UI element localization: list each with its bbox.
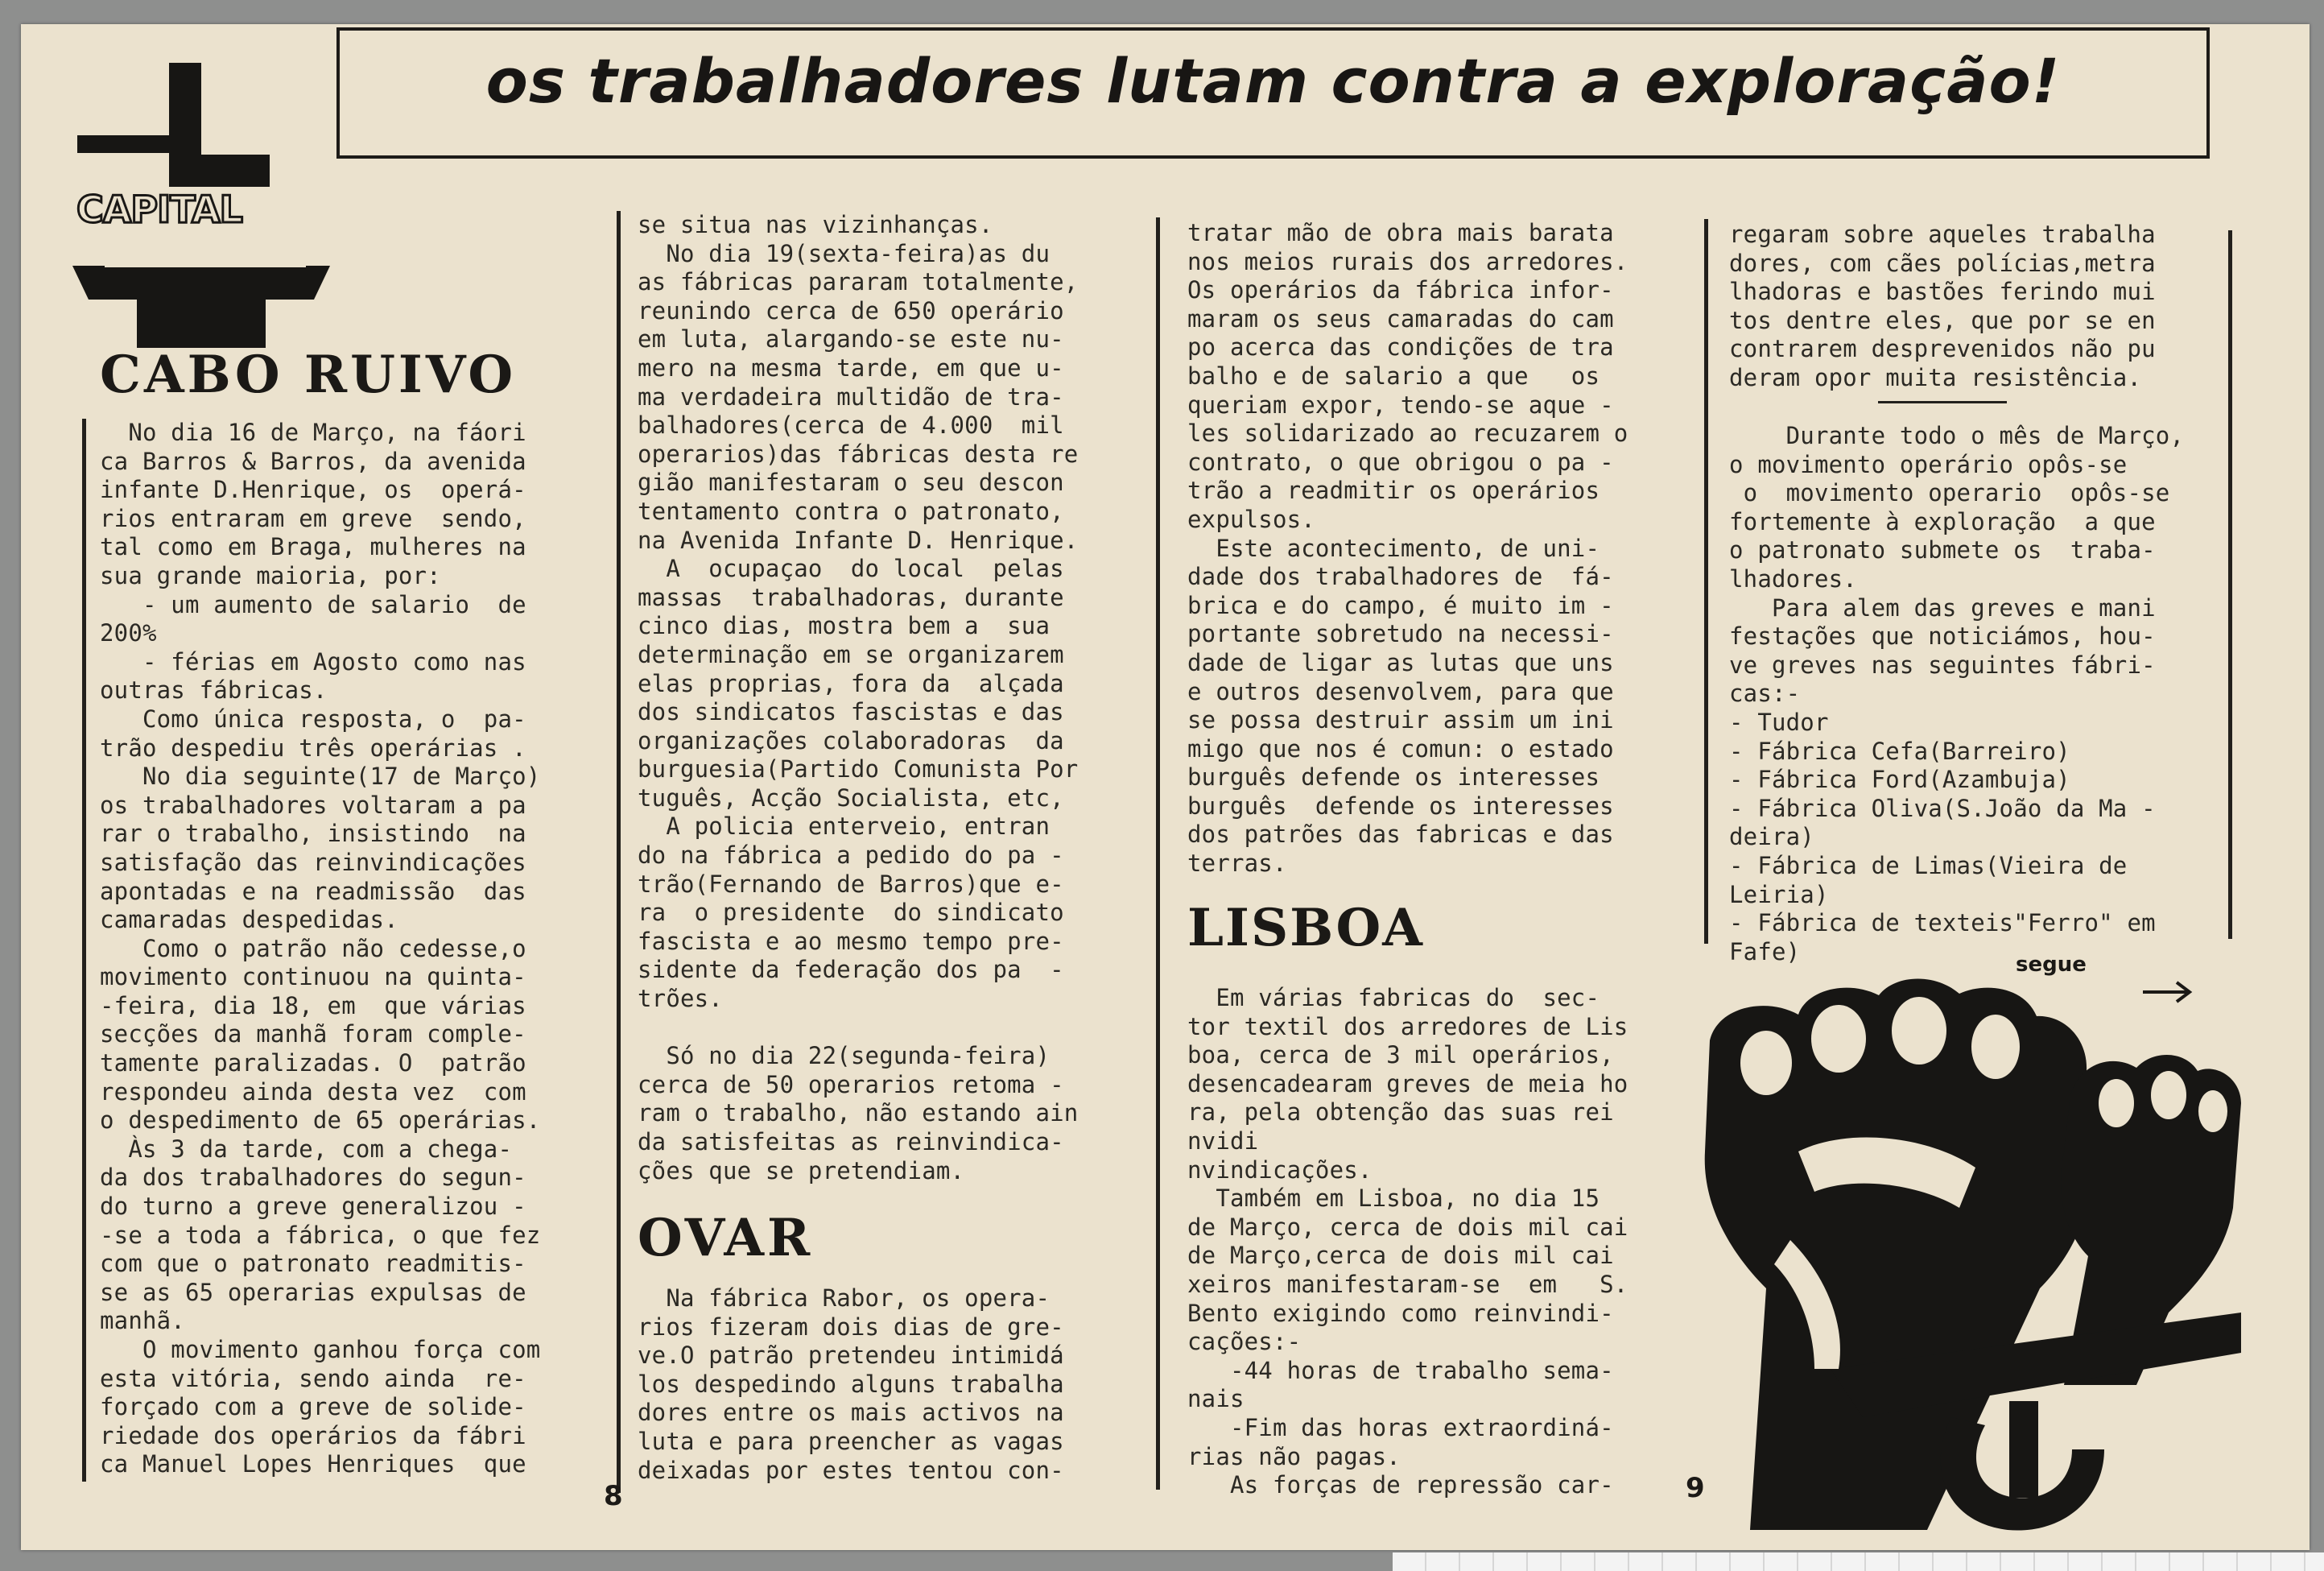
raised-fists-icon xyxy=(1686,966,2254,1540)
column-rule-3 xyxy=(1156,217,1160,1490)
column-rule-4 xyxy=(1704,219,1708,944)
column-rule-2 xyxy=(617,211,621,1493)
cabo-ruivo-text: No dia 16 de Março, na fáori ca Barros & Barros, da avenida infante D.Henrique, os operá- rios entraram em greve sendo, tal como em Braga, mulheres na sua grande maioria, por: - um aumento de salario de 200% - férias em Agosto como nas outras fábricas. Como única resposta, o pa- trão despediu três operárias . No dia seguinte(17 de Março) os trabalhadores voltaram a pa rar o trabalho, insistindo na satisfação das reinvindicações apontadas e na readmissão das camaradas despedidas. Como o patrão não cedesse,o movimento continuou na quinta- -feira, dia 18, em que várias secções da manhã foram comple- tamente paralizadas. O patrão respondeu ainda desta vez com o despedimento de 65 operárias. Às 3 da tarde, com a chega- da dos trabalhadores do segun- do turno a greve generalizou - -se a toda a fábrica, o que fez com que o patronato readmitis- se as 65 operarias expulsas de manhã. O movimento ganhou força com esta vitória, sendo ainda re- forçado com a greve de solide- riedade dos operários da fábri ca Manuel Lopes Henriques que xyxy=(100,419,541,1478)
segue-label: segue xyxy=(2016,953,2087,977)
column-four-text-2: Durante todo o mês de Março, o movimento operário opôs-se o movimento operario opôs-se fortemente à exploração a que o patronato submete os traba- lhadores. Para alem das greves e mani festações que noticiámos, hou- ve greves nas seguintes fábri- cas:- - Tudor - Fábrica Cefa(Barreiro) - Fábrica Ford(Azambuja) - Fábrica Oliva(S.João da Ma - deira) - Fábrica de Limas(Vieira de Leiria) - Fábrica de texteis"Ferro" em Fafe) xyxy=(1729,422,2185,965)
column-rule-5 xyxy=(2228,230,2232,939)
ovar-title: OVAR xyxy=(638,1208,814,1268)
column-two-text: se situa nas vizinhanças. No dia 19(sexta-feira)as du as fábricas pararam totalmente, reunindo cerca de 650 operário em luta, alargando-se este nu- mero na mesma tarde, em que u- ma verdadeira multidão de tra- balhadores(cerca de 4.000 mil operarios)das fábricas desta re gião manifestaram o seu descon tentamento contra o patronato, na Avenida Infante D. Henrique. A ocupaçao do local pelas massas trabalhadoras, durante cinco dias, mostra bem a sua determinação em se organizarem elas proprias, fora da alçada dos sindicatos fascistas e das organizações colaboradoras da burguesia(Partido Comunista Por tuguês, Acção Socialista, etc, A policia enterveio, entran do na fábrica a pedido do pa - trão(Fernando de Barros)que e- ra o presidente do sindicato fascista e ao mesmo tempo pre- sidente da federação dos pa - trões. Só no dia 22(segunda-feira) cerca de 50 operarios retoma - ram o trabalho, não estando ain da satisfeitas as reinvindica- ções que se pretendiam. xyxy=(638,211,1079,1184)
scale-strip xyxy=(1393,1552,2324,1571)
column-rule-1 xyxy=(82,419,86,1482)
lisboa-text: Em várias fabricas do sec- tor textil dos arredores de Lis boa, cerca de 3 mil operários, desencadearam greves de meia ho ra, pela obtenção das suas rei nvidi nvindicações. Também em Lisboa, no dia 15 de Março, cerca de dois mil cai de Março,cerca de dois mil cai xeiros manifestaram-se em S. Bento exigindo como reinvindi- cações:- -44 horas de trabalho sema- nais -Fim das horas extraordiná- rias não pagas. As forças de repressão car- xyxy=(1187,984,1628,1499)
lisboa-title: LISBOA xyxy=(1187,898,1424,958)
column-three-text: tratar mão de obra mais barata nos meios rurais dos arredores. Os operários da fábrica infor- maram os seus camaradas do cam po acerca das condições de tra balho e de salario a que os queriam expor, tendo-se aque - les solidarizado ao recuzarem o contrato, o que obrigou o pa - trão a readmitir os operários expulsos. Este acontecimento, de uni- dade dos trabalhadores de fá- brica e do campo, é muito im - portante sobretudo na necessi- dade de ligar as lutas que uns e outros desenvolvem, para que se possa destruir assim um ini migo que nos é comun: o estado burguês defende os interesses burguês defende os interesses dos patrões das fabricas e das terras. xyxy=(1187,219,1628,878)
page-number-right: 9 xyxy=(1686,1472,1705,1504)
short-divider xyxy=(1878,401,2007,403)
column-four-text: regaram sobre aqueles trabalha dores, com cães polícias,metra lhadoras e bastões ferindo mui tos dentre eles, que por se en contrarem desprevenidos não pu deram opor muita resistência. xyxy=(1729,221,2156,391)
cabo-ruivo-title: CABO RUIVO xyxy=(100,345,517,405)
headline: os trabalhadores lutam contra a exploração! xyxy=(485,45,2061,117)
logo-word: CAPITAL xyxy=(76,188,242,231)
headline-box xyxy=(336,27,2210,159)
ovar-text: Na fábrica Rabor, os opera- rios fizeram dois dias de gre- ve.O patrão pretendeu intimidá los despedindo alguns trabalha dores entre os mais activos na luta e para preencher as vagas deixadas por estes tentou con- xyxy=(638,1284,1064,1484)
page-number-left: 8 xyxy=(604,1480,623,1512)
